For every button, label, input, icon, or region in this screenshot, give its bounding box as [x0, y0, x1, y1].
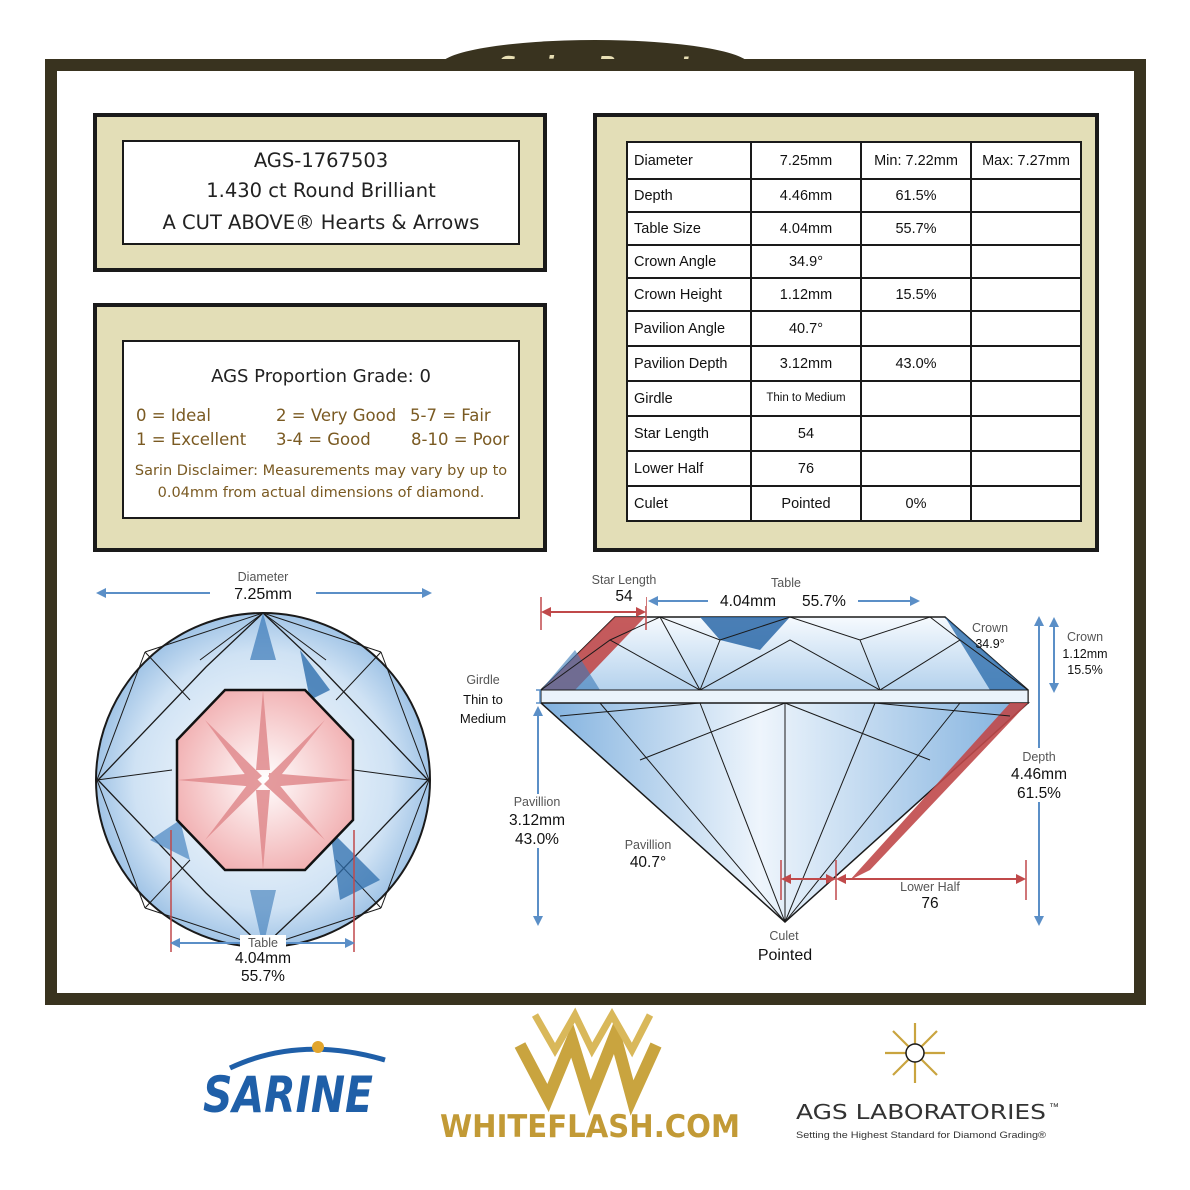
crown-angle-label: Crown: [971, 621, 1009, 635]
star-length-value: 54: [615, 588, 633, 605]
crown-angle-value: 34.9°: [975, 637, 1005, 651]
grade-scale-item: 2 = Very Good: [276, 406, 397, 425]
whiteflash-logo-text: WHITEFLASH.COM: [440, 1109, 740, 1145]
grade-scale-item: 0 = Ideal: [136, 406, 211, 425]
whiteflash-logo: [440, 1015, 740, 1145]
row-value: Thin to Medium: [751, 381, 861, 416]
girdle-label: Girdle: [466, 673, 500, 687]
side-view-diagram: [460, 573, 1108, 964]
row-extra: Min: 7.22mm: [861, 142, 971, 179]
pavilion-angle-label: Pavillion: [624, 838, 672, 852]
culet-value: Pointed: [757, 947, 813, 964]
row-value: 4.04mm: [751, 212, 861, 245]
pavilion-depth-mm: 3.12mm: [509, 812, 565, 829]
depth-pct: 61.5%: [1017, 785, 1061, 802]
sarin-disclaimer: Sarin Disclaimer: Measurements may vary by up to 0.04mm from actual dimensions of diamond.: [134, 463, 508, 501]
sarine-logo: [203, 1041, 385, 1124]
row-label: Crown Angle: [627, 245, 751, 278]
lower-half-value: 76: [921, 895, 939, 912]
row-value: 40.7°: [751, 311, 861, 346]
row-value: 34.9°: [751, 245, 861, 278]
grade-title: AGS Proportion Grade: 0: [211, 366, 431, 387]
row-extra2: Max: 7.27mm: [971, 142, 1081, 179]
row-value: 1.12mm: [751, 278, 861, 311]
crown-height-mm: 1.12mm: [1062, 647, 1108, 661]
side-table-label: Table: [771, 576, 801, 590]
row-extra: 43.0%: [861, 346, 971, 381]
pavilion-depth-pct: 43.0%: [515, 831, 559, 848]
row-label: Table Size: [627, 212, 751, 245]
row-label: Girdle: [627, 381, 751, 416]
girdle-line2: Medium: [459, 711, 507, 726]
top-diameter-value: 7.25mm: [234, 586, 292, 603]
row-label: Star Length: [627, 416, 751, 451]
row-value: 3.12mm: [751, 346, 861, 381]
depth-mm: 4.46mm: [1011, 766, 1067, 783]
side-table-mm: 4.04mm: [720, 593, 776, 610]
row-label: Lower Half: [627, 451, 751, 486]
crown-height-label: Crown: [1066, 630, 1104, 644]
grade-scale-item: 8-10 = Poor: [411, 430, 510, 449]
ags-trademark: ™: [1049, 1102, 1059, 1113]
top-table-pct: 55.7%: [241, 968, 285, 985]
row-label: Pavilion Angle: [627, 311, 751, 346]
girdle-line1: Thin to: [463, 692, 503, 707]
grade-scale-item: 1 = Excellent: [136, 430, 247, 449]
pavilion-angle-value: 40.7°: [629, 854, 667, 871]
depth-label: Depth: [1022, 750, 1056, 764]
row-label: Diameter: [627, 142, 751, 179]
sarine-logo-text: SARINE: [203, 1066, 373, 1124]
ags-tagline: Setting the Highest Standard for Diamond Grading®: [796, 1130, 1046, 1141]
row-extra: 61.5%: [861, 179, 971, 212]
row-label: Depth: [627, 179, 751, 212]
top-table-label: Table: [248, 936, 278, 950]
star-length-label: Star Length: [591, 573, 657, 587]
grade-scale-item: 5-7 = Fair: [410, 406, 491, 425]
row-label: Pavilion Depth: [627, 346, 751, 381]
stone-description: 1.430 ct Round Brilliant: [206, 179, 436, 202]
culet-label: Culet: [769, 929, 799, 943]
ags-logo-text: AGS LABORATORIES: [796, 1100, 1046, 1124]
cert-number: AGS-1767503: [253, 149, 389, 172]
row-value: 7.25mm: [751, 142, 861, 179]
row-value: 54: [751, 416, 861, 451]
lower-half-label: Lower Half: [900, 880, 960, 894]
row-label: Crown Height: [627, 278, 751, 311]
pavilion-depth-label: Pavillion: [513, 795, 561, 809]
crown-height-pct: 15.5%: [1067, 663, 1103, 677]
row-value: Pointed: [751, 486, 861, 521]
grade-scale-item: 3-4 = Good: [276, 430, 371, 449]
side-table-pct: 55.7%: [802, 593, 846, 610]
row-value: 4.46mm: [751, 179, 861, 212]
row-extra: 15.5%: [861, 278, 971, 311]
row-label: Culet: [627, 486, 751, 521]
brand-name: A CUT ABOVE® Hearts & Arrows: [162, 211, 480, 234]
row-extra: 55.7%: [861, 212, 971, 245]
row-extra: 0%: [861, 486, 971, 521]
ags-logo: [796, 1023, 1059, 1141]
top-table-mm: 4.04mm: [235, 950, 291, 967]
row-value: 76: [751, 451, 861, 486]
top-diameter-label: Diameter: [237, 570, 289, 584]
top-view-diagram: [96, 568, 430, 985]
